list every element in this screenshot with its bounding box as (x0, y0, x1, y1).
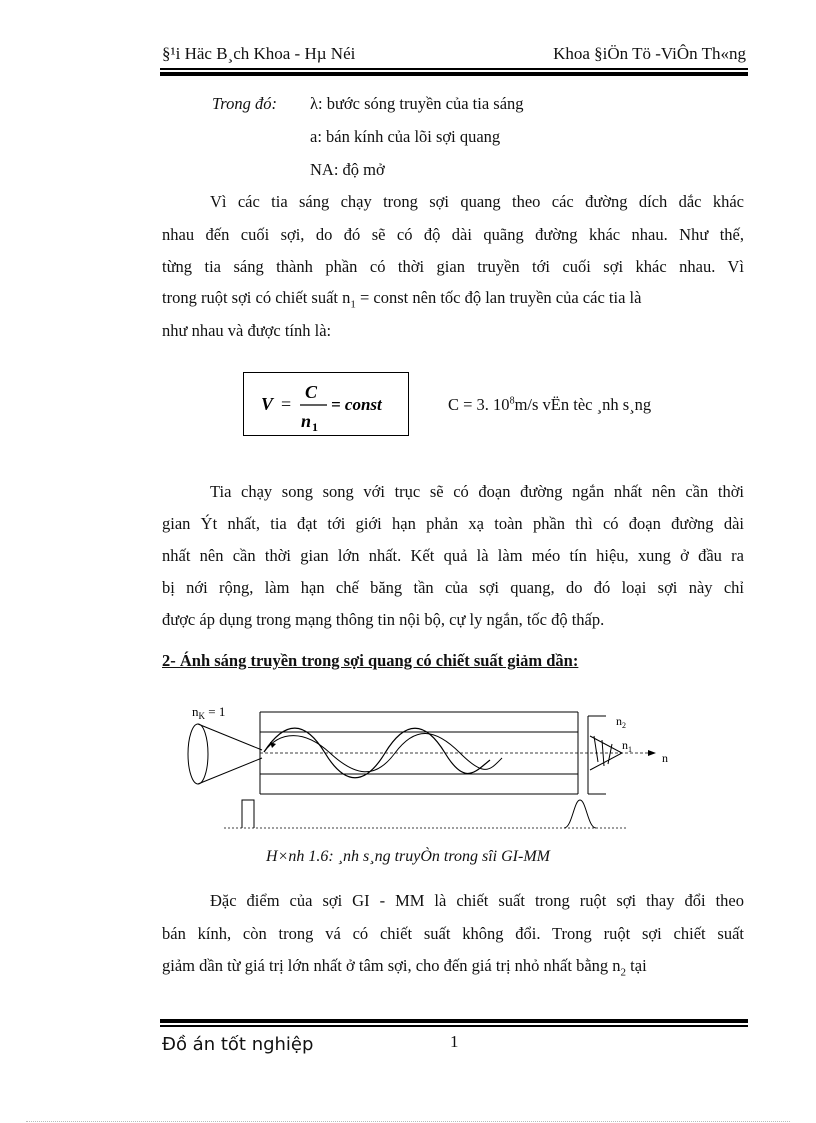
footer-rule-thick (160, 1019, 748, 1023)
graded-index-fiber-figure (180, 700, 680, 835)
formula-denominator: n (301, 411, 312, 431)
header-right: Khoa §iÖn Tö -ViÔn Th«ng (553, 44, 746, 63)
formula-note-prefix: C = 3. 10 (448, 395, 510, 414)
velocity-formula (243, 372, 409, 436)
paragraph3-line2: bán kính, còn trong vá có chiết suất không đổi. Trong ruột sợi chiết suất (162, 924, 744, 943)
paragraph1-line4-sub: 1 (350, 298, 356, 311)
page-bottom-dotted-line (26, 1121, 790, 1122)
paragraph3-line3-suffix: tại (626, 956, 647, 975)
formula-numerator: C (305, 382, 318, 402)
definition-na: NA: độ mở (310, 160, 385, 179)
label-n2: $n_2$ (616, 714, 626, 730)
paragraph1-line4-prefix: trong ruột sợi có chiết suất n (162, 288, 351, 307)
paragraph3-line1: Đặc điểm của sợi GI - MM là chiết suất trong ruột sợi thay đổi theo (210, 891, 744, 910)
formula-note-sup: 8 (509, 395, 515, 407)
definition-a: a: bán kính của lõi sợi quang (310, 127, 501, 146)
definitions-intro: Trong đó: (212, 94, 277, 113)
formula-note (448, 395, 651, 415)
header-left: §¹i Häc B¸ch Khoa - Hµ Néi (162, 44, 356, 63)
label-n: n (662, 751, 668, 765)
footer-title: Đồ án tốt nghiệp (162, 1034, 314, 1055)
formula-note-suffix: m/s vËn tèc ¸nh s¸ng (514, 395, 652, 414)
page-number: 1 (450, 1032, 459, 1051)
paragraph1-line4 (162, 288, 744, 310)
formula-eq: = (281, 394, 292, 414)
paragraph3-line3-sub: 2 (620, 966, 627, 979)
figure-caption: H×nh 1.6: ¸nh s¸ng truyÒn trong sîi GI-MM (266, 848, 550, 865)
paragraph1-line3: từng tia sáng thành phần có thời gian truyền tới cuối sợi khác nhau. Vì (162, 257, 744, 276)
header-rule-thick (160, 72, 748, 76)
paragraph1-line2: nhau đến cuối sợi, do đó sẽ có độ dài quãng đường khác nhau. Như thế, (162, 225, 744, 244)
output-pulse (564, 800, 596, 828)
header-rule (160, 68, 748, 70)
section-heading: 2- Ánh sáng truyền trong sợi quang có chiết suất giảm dần: (162, 651, 579, 670)
paragraph1-line1: Vì các tia sáng chạy trong sợi quang theo các đường dích dắc khác (210, 192, 744, 211)
paragraph2-line5: được áp dụng trong mạng thông tin nội bộ, cự ly ngắn, tốc độ thấp. (162, 610, 605, 629)
source-lens (188, 724, 208, 784)
footer-rule (160, 1025, 748, 1027)
input-pulse (242, 800, 254, 828)
label-n1: $n_1$ (622, 738, 632, 754)
paragraph3-line3 (162, 956, 744, 978)
formula-denominator-sub: 1 (312, 420, 318, 434)
paragraph3-line3-prefix: giảm dần từ giá trị lớn nhất ở tâm sợi, cho đến giá trị nhỏ nhất bằng n (162, 956, 621, 975)
definition-lambda: λ: bước sóng truyền của tia sáng (310, 94, 524, 113)
formula-lhs: V (261, 394, 274, 414)
paragraph1-line4-suffix: = const nên tốc độ lan truyền của các tia là (355, 288, 642, 307)
paragraph2-line4: bị nới rộng, làm hạn chế băng tần của sợi quang, do đó loại sợi này chỉ (162, 578, 744, 597)
paragraph1-line5: như nhau và được tính là: (162, 321, 332, 340)
label-nk: $n_K = 1$ (192, 704, 226, 721)
paragraph2-line1: Tia chạy song song với trục sẽ có đoạn đường ngắn nhất nên cần thời (210, 482, 744, 501)
axis-arrowhead (648, 750, 656, 756)
paragraph2-line2: gian Ýt nhất, tia đạt tới giới hạn phản xạ toàn phần thì có đoạn đường dài (162, 514, 744, 533)
formula-rhs: = const (331, 395, 382, 414)
paragraph2-line3: nhất nên cần thời gian lớn nhất. Kết quả là làm méo tín hiệu, xung ở đầu ra (162, 546, 744, 565)
